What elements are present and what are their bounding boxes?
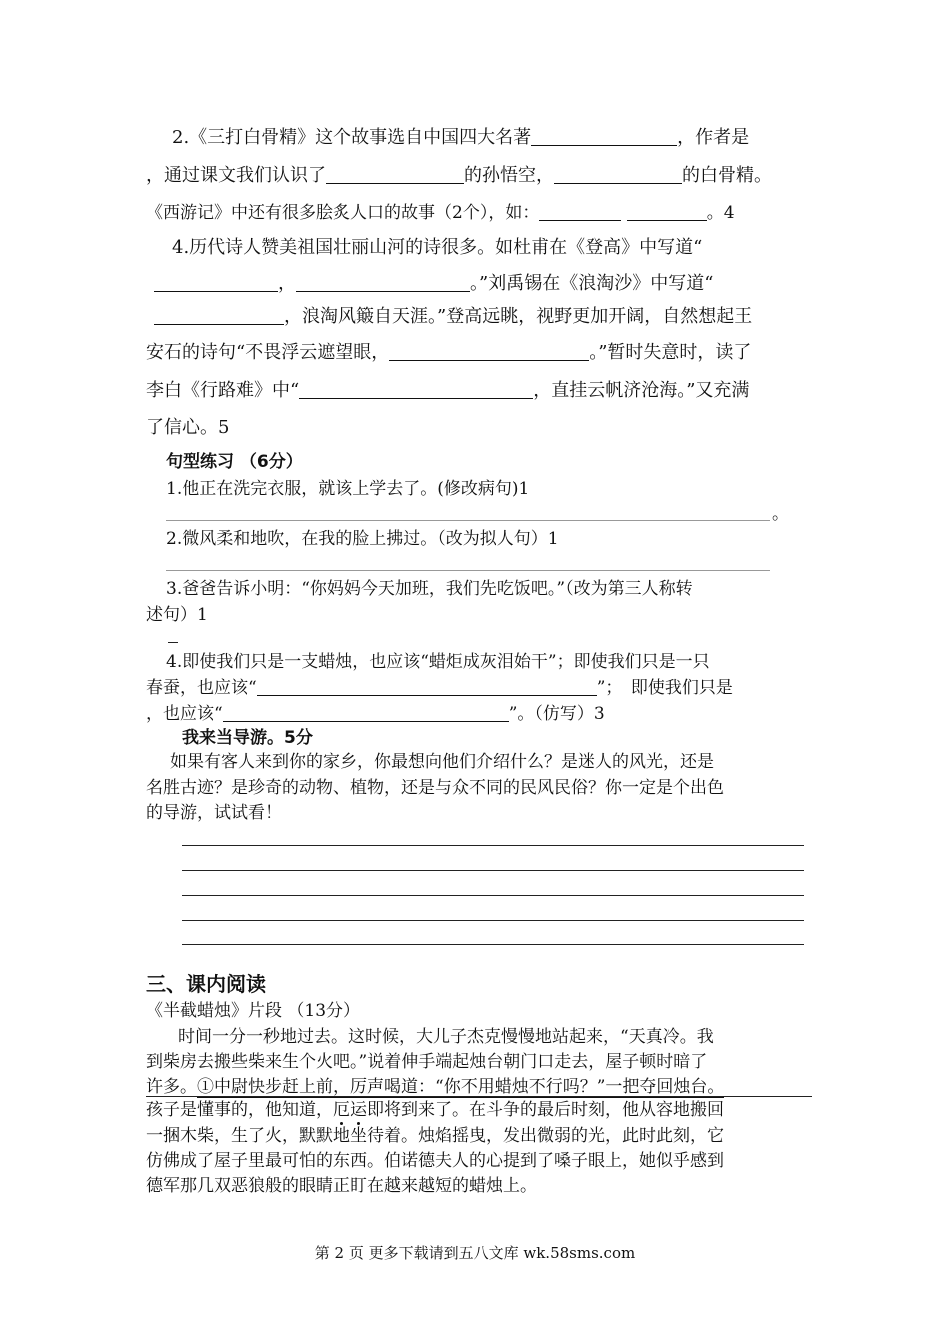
page-footer: 第 2 页 更多下载请到五八文库 wk.58sms.com — [314, 1244, 636, 1262]
writing-line[interactable] — [182, 845, 804, 846]
reading-passage-line6: 仿佛成了屋子里最可怕的东西。伯诺德夫人的心提到了嗓子眼上，她似乎感到 — [146, 1151, 724, 1171]
answer-line[interactable] — [166, 570, 770, 571]
answer-blank[interactable] — [154, 306, 284, 325]
reading-subtitle: 《半截蜡烛》片段 （13分） — [146, 1001, 361, 1021]
answer-blank[interactable] — [627, 203, 707, 221]
answer-line[interactable] — [168, 642, 178, 643]
answer-blank[interactable] — [154, 273, 278, 292]
answer-blank[interactable] — [296, 273, 470, 292]
answer-blank[interactable] — [326, 165, 464, 184]
sp-item4-line3: ，也应该“ ”。（仿写）3 — [146, 704, 605, 724]
q2-line1: 2.《三打白骨精》这个故事选自中国四大名著 ，作者是 — [172, 127, 750, 148]
reading-passage-line3: 许多。①中尉快步赶上前，厉声喝道：“你不用蜡烛不行吗？”一把夺回烛台。 — [146, 1077, 725, 1097]
answer-blank[interactable] — [299, 380, 533, 399]
reading-passage-line7: 德军那几双恶狼般的眼睛正盯在越来越短的蜡烛上。 — [146, 1176, 537, 1196]
underlined-sentence: ①中尉快步赶上前，厉声喝道：“你不用蜡烛不行吗？”一把夺回烛台。 — [197, 1077, 725, 1097]
writing-line[interactable] — [182, 870, 804, 871]
answer-blank[interactable] — [257, 678, 597, 696]
answer-blank[interactable] — [531, 127, 677, 146]
sp-item3-line1: 3.爸爸告诉小明：“你妈妈今天加班，我们先吃饭吧。”（改为第三人称转 — [166, 579, 693, 599]
section-heading-tour-guide: 我来当导游。5分 — [182, 728, 313, 748]
section-heading-reading: 三、课内阅读 — [146, 972, 266, 996]
q4-line3: ，浪淘风簸自天涯。”登高远眺，视野更加开阔，自然想起王 — [154, 306, 752, 328]
q2-line3: 《西游记》中还有很多脍炙人口的故事（2个），如： 。4 — [146, 203, 735, 223]
answer-blank[interactable] — [389, 342, 589, 361]
q4-line6: 了信心。5 — [146, 417, 230, 438]
tour-guide-prompt-line1: 如果有客人来到你的家乡，你最想向他们介绍什么？是迷人的风光，还是 — [170, 752, 714, 772]
sp-item1-end: 。 — [772, 504, 789, 524]
q2-line2: ，通过课文我们认识了 的孙悟空， 的白骨精。 — [146, 165, 772, 186]
sp-item1: 1.他正在洗完衣服，就该上学去了。(修改病句)1 — [166, 479, 530, 499]
tour-guide-prompt-line3: 的导游，试试看！ — [146, 803, 282, 823]
writing-line[interactable] — [182, 944, 804, 945]
reading-passage-line2: 到柴房去搬些柴来生个火吧。”说着伸手端起烛台朝门口走去，屋子顿时暗了 — [146, 1052, 708, 1072]
tour-guide-prompt-line2: 名胜古迹？是珍奇的动物、植物，还是与众不同的民风民俗？你一定是个出色 — [146, 778, 724, 798]
section-heading-sentence-practice: 句型练习 （6分） — [166, 452, 303, 472]
reading-passage-line1: 时间一分一秒地过去。这时候，大儿子杰克慢慢地站起来，“天真冷。我 — [178, 1027, 714, 1047]
sp-item3-line2: 述句）1 — [146, 605, 208, 625]
q4-line1: 4.历代诗人赞美祖国壮丽山河的诗很多。如杜甫在《登高》中写道“ — [172, 237, 703, 258]
q4-line5: 李白《行路难》中“ ，直挂云帆济沧海。”又充满 — [146, 380, 750, 401]
answer-blank[interactable] — [539, 203, 621, 221]
q4-line4: 安石的诗句“不畏浮云遮望眼， 。”暂时失意时，读了 — [146, 342, 752, 363]
underline-rule — [146, 1096, 812, 1097]
answer-blank[interactable] — [223, 704, 509, 722]
answer-blank[interactable] — [554, 165, 682, 184]
writing-line[interactable] — [182, 920, 804, 921]
writing-line[interactable] — [182, 895, 804, 896]
q4-line2: ， 。”刘禹锡在《浪淘沙》中写道“ — [154, 273, 713, 295]
reading-passage-line4: 孩子是懂事的，他知道，厄运即将到来了。在斗争的最后时刻，他从容地搬回 — [146, 1100, 724, 1120]
reading-passage-line5: 一捆木柴，生了火，默默地坐待着。烛焰摇曳，发出微弱的光，此时此刻，它 — [146, 1126, 724, 1146]
sp-item2: 2.微风柔和地吹，在我的脸上拂过。（改为拟人句）1 — [166, 529, 559, 549]
sp-item4-line2: 春蚕，也应该“ ”； 即使我们只是 — [146, 678, 733, 698]
sp-item4-line1: 4.即使我们只是一支蜡烛，也应该“蜡炬成灰泪始干”；即使我们只是一只 — [166, 652, 710, 672]
answer-line[interactable] — [166, 520, 770, 521]
